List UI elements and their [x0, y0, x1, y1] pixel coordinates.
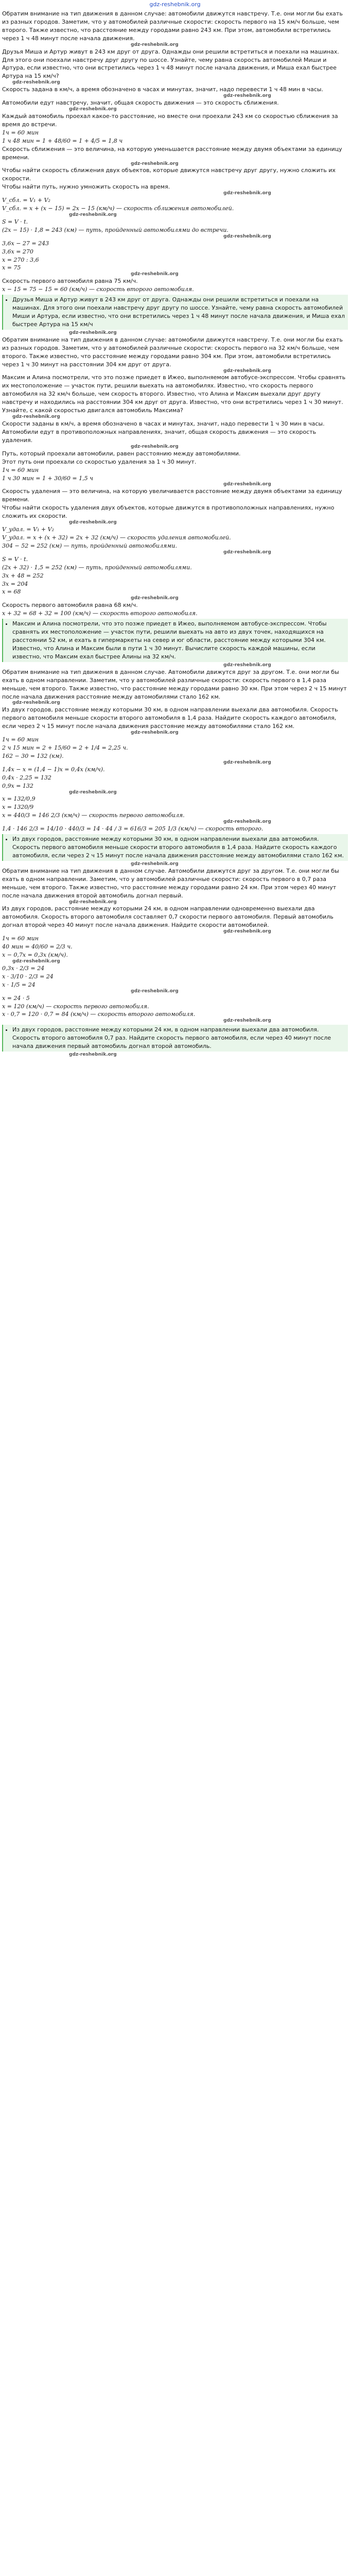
watermark: gdz-reshebnik.org [12, 700, 60, 706]
math-line: 2 ч 15 мин = 2 + 15/60 = 2 + 1/4 = 2,25 ч. [2, 744, 128, 751]
math-line: 0,4x · 2,25 = 132 [2, 774, 51, 781]
answer-item: • Друзья Миша и Артур живут в 243 км друг от друга. Однажды они решили встретиться и поехали на машинах. Для этого они поехали навстречу друг другу по шоссе. Узнайте, чему равна скорость автомобилей Миши и Артура, если известно, что они встретились через 1 ч 48 минут после начала движения, и Миша ехал быстрее Артура на 15 км/ч [12, 296, 346, 329]
math-line: V_удал. = V₁ + V₂ [2, 526, 54, 533]
math-line: 1ч = 60 мин [2, 935, 39, 942]
math-line: 40 мин = 40/60 = 2/3 ч. [2, 943, 73, 951]
math-line: x = 132/0,9 [2, 795, 36, 803]
answer-item: • Из двух городов, расстояние между которыми 30 км, в одном направлении выехали два автомобиля. Скорость первого автомобиля меньше скорости второго автомобиля в 1,4 раза. Найдите скорость каждого автомобиля, если через 2 ч 15 минут после начала движения расстояние между автомобилями стало 162 км. [12, 835, 346, 860]
hint-text: Автомобили едут в противоположных направлениях, значит, общая скорость движения — это скорость удаления. [2, 428, 317, 444]
watermark: gdz-reshebnik.org [223, 233, 271, 239]
answer-item: • Из двух городов, расстояние между которыми 24 км, в одном направлении выехали два автомобиля. Скорость второго автомобиля 0,7 раз. Найдите скорость первого автомобиля, если через 40 минут после начала движения первый автомобиль догнал второй автомобиль. [12, 1026, 346, 1050]
math-line: x + 32 = 68 + 32 = 100 (км/ч) — скорость второго автомобиля. [2, 610, 198, 617]
math-line: x · 1/5 = 24 [2, 981, 36, 988]
math-line: 162 − 30 = 132 (км). [2, 752, 64, 759]
watermark: gdz-reshebnik.org [69, 1052, 117, 1058]
watermark: gdz-reshebnik.org [223, 662, 271, 668]
watermark: gdz-reshebnik.org [131, 161, 179, 166]
watermark: gdz-reshebnik.org [223, 93, 271, 99]
math-line: x = 75 [2, 264, 21, 272]
watermark: gdz-reshebnik.org [131, 596, 179, 601]
answer-box [2, 1025, 348, 1052]
task-intro: Обратим внимание на тип движения в данном случае: автомобили движутся навстречу. Т.е. они могли бы ехать из разных городов. Заметим, что у автомобилей различные скорости: скорость первого на 32 км/ч больше, чем второго. Также известно, что расстояние между городами равно 304 км. При этом, автомобили встретились через 1 ч 30 минут на расстоянии 304 км друг от друга. [2, 336, 343, 368]
definition: Скорость сближения — это величина, на которую уменьшается расстояние между двумя объектами за единицу времени. [2, 145, 342, 161]
watermark: gdz-reshebnik.org [69, 789, 117, 795]
math-line: 304 − 52 = 252 (км) — путь, пройденный автомобилями. [2, 542, 177, 549]
rule-text: Чтобы найти скорость сближения двух объектов, которые движутся навстречу друг другу, нужно сложить их скорости. [2, 167, 336, 182]
watermark: gdz-reshebnik.org [131, 861, 179, 867]
watermark: gdz-reshebnik.org [131, 42, 179, 47]
watermark: gdz-reshebnik.org [223, 482, 271, 487]
watermark: gdz-reshebnik.org [223, 191, 271, 196]
watermark: gdz-reshebnik.org [131, 988, 179, 994]
math-line: x · 3/10 · 2/3 = 24 [2, 973, 54, 980]
math-line: V_сбл. = x + (x − 15) = 2x − 15 (км/ч) — скорость сближения автомобилей. [2, 205, 234, 212]
math-line: 1ч = 60 мин [2, 736, 39, 743]
math-line: (2x + 32) · 1,5 = 252 (км) — путь, пройденный автомобилями. [2, 564, 192, 571]
hint-text: Скорости заданы в км/ч, а время обозначено в часах и минутах, значит, надо перевести 1 ч 30 мин в часы. [2, 420, 325, 427]
rule-text: Чтобы найти скорость удаления двух объектов, которые движутся в противоположных направлениях, нужно сложить их скорости. [2, 504, 335, 520]
watermark: gdz-reshebnik.org [223, 819, 271, 825]
math-line: 1,4x − x = (1,4 − 1)x = 0,4x (км/ч). [2, 766, 105, 773]
math-line: S = V · t. [2, 218, 28, 225]
watermark: gdz-reshebnik.org [69, 330, 117, 335]
math-line: 1ч = 60 мин [2, 129, 39, 136]
watermark: gdz-reshebnik.org [69, 899, 117, 905]
math-line: V_удал. = x + (x + 32) = 2x + 32 (км/ч) — скорость удаления автомобилей. [2, 534, 231, 541]
math-line: 1 ч 48 мин = 1 + 48/60 = 1 + 4/5 = 1,8 ч [2, 137, 123, 144]
math-line: x = 270 : 3,6 [2, 256, 39, 263]
watermark: gdz-reshebnik.org [131, 272, 179, 277]
task-statement: Из двух городов, расстояние между которыми 30 км, в одном направлении выехали два автомобиля. Скорость первого автомобиля меньше скорости второго автомобиля в 1,4 раза. Найдите скорость каждого автомобиля, если через 2 ч 15 минут после начала движения расстояние между автомобилями стало 162 км. [2, 706, 338, 730]
hint-text: Каждый автомобиль проехал какое-то расстояние, но вместе они проехали 243 км со скоростью сближения за время до встречи. [2, 112, 338, 128]
task-intro: Обратим внимание на тип движения в данном случае. Автомобили движутся друг за другом. Т.е. они могли бы ехать в одном направлении. Заметим, что у автомобилей различные скорости: скорость первого в 0,7 раза меньше, чем второго. Также известно, что расстояние между городами равно 24 км. При этом через 40 минут после начала движения второй автомобиль догнал первый. [2, 867, 339, 899]
answer-box [2, 834, 348, 861]
math-line: x = 1320/9 [2, 804, 34, 811]
math-line: 0,9x = 132 [2, 782, 33, 789]
site-link[interactable]: gdz-reshebnik.org [149, 1, 201, 8]
result-text: Скорость первого автомобиля равна 75 км/ч. [2, 278, 138, 285]
task-statement: Максим и Алина посмотрели, что это позже приедет в Ижео, выполняемом автобусе-экспрессом. Чтобы сравнять их местоположение — участок пути, решили выехать на автомобилях. Известно, что скорость первого автомобиля на 32 км/ч больше, чем скорость второго. Известно, что Алина и Максим выехали друг другу навстречу и находились на расстоянии 304 км друг от друга. Известно, что они встретились через 1 ч 30 минут. Узнайте, с какой скоростью двигался автомобиль Максима? [2, 374, 346, 414]
math-line: S = V · t. [2, 555, 28, 563]
math-line: 3,6x − 27 = 243 [2, 240, 49, 247]
watermark: gdz-reshebnik.org [12, 80, 60, 86]
watermark: gdz-reshebnik.org [223, 759, 271, 765]
math-line: x − 15 = 75 − 15 = 60 (км/ч) — скорость второго автомобиля. [2, 286, 194, 293]
result-text: Скорость первого автомобиля равна 68 км/ч. [2, 602, 138, 609]
answer-box [2, 619, 348, 662]
answer-item: • Максим и Алина посмотрели, что это позже приедет в Ижео, выполняемом автобусе-экспрессом. Чтобы сравнять их местоположение — участок пути, решили выехать на авто из двух точек, находящихся на расстоянии 52 км, и ехать в гипермаркеты на север и юг области, расстояние между которыми 304 км. Известно, что Алина и Максим были в пути 1 ч 30 минут. Вычислите скорость каждой машины, если известно, что Максим ехал быстрее Алины на 32 км/ч. [12, 620, 346, 661]
watermark: gdz-reshebnik.org [131, 730, 179, 736]
watermark: gdz-reshebnik.org [69, 106, 117, 112]
math-line: 1ч = 60 мин [2, 466, 39, 473]
math-line: 1,4 · 146 2/3 = 14/10 · 440/3 = 14 · 44 / 3 = 616/3 = 205 1/3 (км/ч) — скорость второго. [2, 825, 264, 833]
math-line: V_сбл. = V₁ + V₂ [2, 197, 50, 204]
watermark: gdz-reshebnik.org [69, 212, 117, 217]
watermark: gdz-reshebnik.org [223, 929, 271, 935]
math-line: x = 68 [2, 588, 21, 596]
math-line: x · 0,7 = 120 · 0,7 = 84 (км/ч) — скорость второго автомобиля. [2, 1011, 196, 1018]
math-line: x = 24 · 5 [2, 994, 30, 1002]
answer-box [2, 295, 348, 330]
task-intro: Обратим внимание на тип движения в данном случае. Автомобили движутся друг за другом. Т.е. они могли бы ехать в одном направлении. Заметим, что у автомобилей различные скорости: скорость первого в 1,4 раза меньше, чем второго. Также известно, что расстояние между городами равно 30 км. При этом через 2 ч 15 минут после начала движения расстояние между автомобилями стало 162 км. [2, 668, 347, 700]
page [0, 0, 350, 1058]
rule-text: Чтобы найти путь, нужно умножить скорость на время. [2, 183, 170, 191]
watermark: gdz-reshebnik.org [12, 958, 60, 964]
task-statement: Друзья Миша и Артур живут в 243 км друг от друга. Однажды они решили встретиться и поехали на машинах. Для этого они поехали навстречу друг другу по шоссе. Узнайте, чему равна скорость автомобилей Миши и Артура, если известно, что они встретились через 1 ч 48 минут после начала движения, и Миша ехал быстрее Артура на 15 км/ч? [2, 48, 339, 80]
math-line: x − 0,7x = 0,3x (км/ч). [2, 952, 68, 959]
watermark: gdz-reshebnik.org [69, 520, 117, 526]
hint-text: Этот путь они проехали со скоростью удаления за 1 ч 30 минут. [2, 458, 197, 465]
math-line: 3x + 48 = 252 [2, 572, 44, 579]
math-line: 0,3x · 2/3 = 24 [2, 964, 45, 972]
task-intro: Обратим внимание на тип движения в данном случае: автомобили движутся навстречу. Т.е. они могли бы ехать из разных городов. Заметим, что у автомобилей различные скорости: скорость первого на 15 км/ч больше, чем второго. Также известно, что расстояние между городами равно 243 км. При этом, автомобили встретились через 1 ч 48 минут после начала движения. [2, 10, 343, 42]
watermark: gdz-reshebnik.org [223, 549, 271, 555]
watermark: gdz-reshebnik.org [223, 1018, 271, 1024]
hint-text: Автомобили едут навстречу, значит, общая скорость движения — это скорость сближения. [2, 99, 279, 107]
watermark: gdz-reshebnik.org [12, 414, 60, 420]
task-statement: Из двух городов, расстояние между которыми 24 км, в одном направлении одновременно выехали два автомобиля. Скорость второго автомобиля составляет 0,7 скорости первого автомобиля. Первый автомобиль догнал второй через 40 минут после начала движения. Найдите скорости автомобилей. [2, 905, 334, 929]
math-line: x = 120 (км/ч) — скорость первого автомобиля. [2, 1003, 149, 1010]
definition: Скорость удаления — это величина, на которую увеличивается расстояние между двумя объектами за единицу времени. [2, 488, 342, 503]
math-line: (2x − 15) · 1,8 = 243 (км) — путь, пройденный автомобилями до встречи. [2, 226, 229, 233]
watermark: gdz-reshebnik.org [223, 368, 271, 374]
math-line: x = 440/3 = 146 2/3 (км/ч) — скорость первого автомобиля. [2, 812, 185, 819]
math-line: 3,6x = 270 [2, 248, 33, 255]
math-line: 3x = 204 [2, 580, 28, 587]
watermark: gdz-reshebnik.org [131, 444, 179, 449]
hint-text: Путь, который проехали автомобили, равен расстоянию между автомобилями. [2, 450, 241, 457]
math-line: 1 ч 30 мин = 1 + 30/60 = 1,5 ч [2, 474, 93, 482]
hint-text: Скорость задана в км/ч, а время обозначено в часах и минутах, значит, надо перевести 1 ч 48 мин в часы. [2, 86, 323, 93]
